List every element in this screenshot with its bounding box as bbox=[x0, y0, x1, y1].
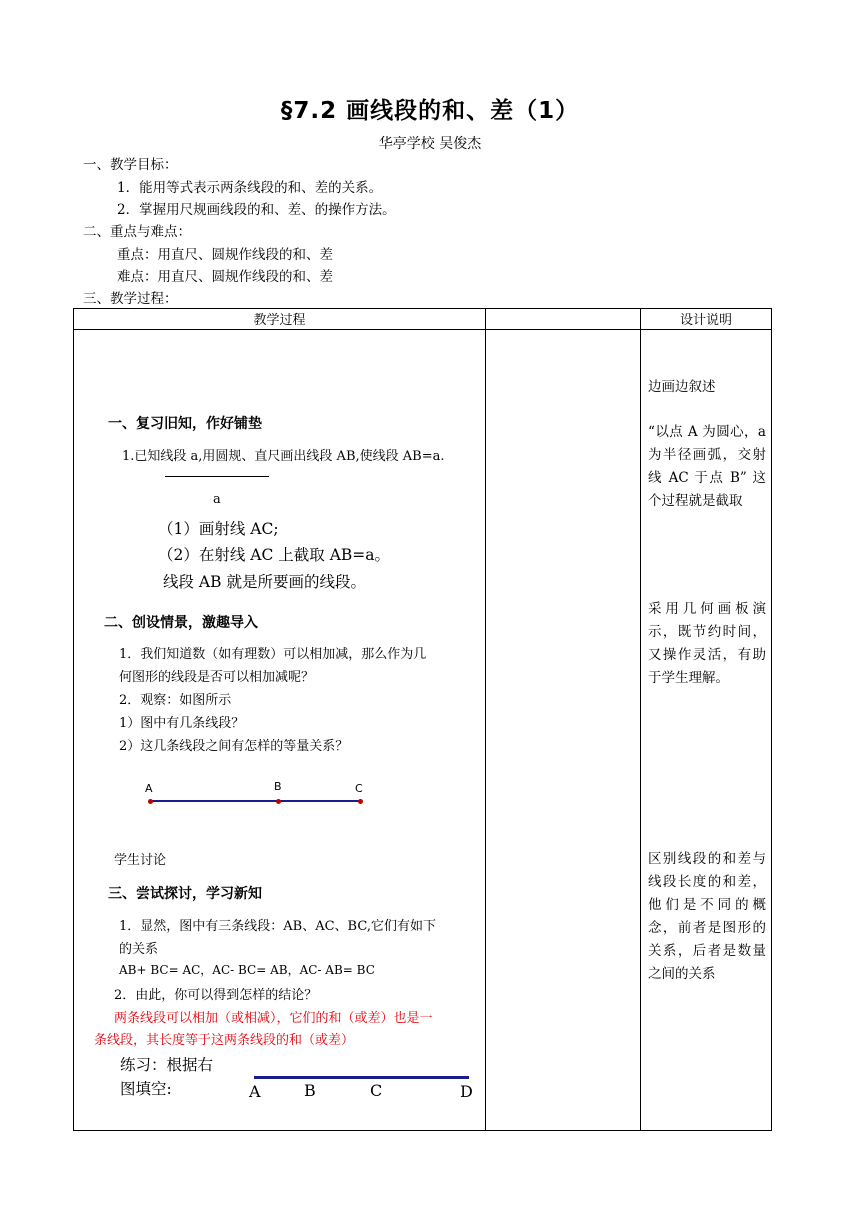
lesson-table bbox=[73, 308, 772, 1131]
segment-a-label: a bbox=[213, 492, 221, 507]
note-2: “以点 A 为圆心，a 为半径画弧，交射线 AC 于点 B” 这个过程就是截取 bbox=[648, 424, 766, 509]
step-3: 线段 AB 就是所要画的线段。 bbox=[163, 573, 366, 591]
goal-2: 2．掌握用尺规画线段的和、差、的操作方法。 bbox=[117, 202, 396, 218]
figure-1-label-c: C bbox=[355, 782, 363, 795]
section-1-question: 1.已知线段 a,用圆规、直尺画出线段 AB,使线段 AB=a. bbox=[122, 449, 445, 464]
goals-heading: 一、教学目标： bbox=[83, 157, 178, 173]
step-1: （1）画射线 AC; bbox=[158, 520, 279, 538]
notes-cell bbox=[641, 330, 772, 1131]
exercise-line-1: 练习：根据右 bbox=[120, 1056, 214, 1074]
figure-2-label-a: A bbox=[249, 1082, 261, 1101]
section-3-p2: 2．由此，你可以得到怎样的结论？ bbox=[114, 988, 318, 1003]
conclusion-line-2: 条线段，其长度等于这两条线段的和（或差） bbox=[94, 1033, 355, 1048]
col-header-process: 教学过程 bbox=[74, 309, 486, 330]
blank-cell bbox=[486, 330, 641, 1131]
process-heading: 三、教学过程： bbox=[83, 291, 178, 307]
goal-1: 1．能用等式表示两条线段的和、差的关系。 bbox=[117, 180, 383, 196]
figure-2-label-b: B bbox=[304, 1081, 316, 1100]
section-2-heading: 二、创设情景，激趣导入 bbox=[104, 615, 258, 631]
figure-1-label-a: A bbox=[145, 782, 153, 795]
col-header-notes: 设计说明 bbox=[641, 309, 772, 330]
section-1-heading: 一、复习旧知，作好铺垫 bbox=[108, 416, 262, 432]
conclusion-line-1: 两条线段可以相加（或相减），它们的和（或差）也是一 bbox=[114, 1011, 433, 1026]
section-2-p1b: 何图形的线段是否可以相加减呢？ bbox=[119, 670, 315, 685]
figure-1-label-b: B bbox=[274, 780, 282, 793]
section-3-p1c: AB+ BC= AC，AC- BC= AB，AC- AB= BC bbox=[119, 963, 375, 977]
figure-2-segment bbox=[254, 1076, 469, 1079]
exercise-line-2: 图填空: bbox=[120, 1080, 172, 1098]
note-1: 边画边叙述 bbox=[648, 379, 716, 395]
section-2-p3: 1）图中有几条线段？ bbox=[119, 716, 245, 731]
note-4: 区别线段的和差与线段长度的和差，他们是不同的概念，前者是图形的关系，后者是数量之间的关系 bbox=[648, 851, 766, 982]
process-cell bbox=[74, 330, 486, 1131]
key-heading: 二、重点与难点： bbox=[83, 224, 191, 240]
section-3-heading: 三、尝试探讨，学习新知 bbox=[108, 886, 262, 902]
figure-2-label-c: C bbox=[370, 1081, 383, 1100]
segment-a bbox=[165, 476, 269, 477]
page-title: §7.2 画线段的和、差（1） bbox=[280, 98, 580, 124]
step-2: （2）在射线 AC 上截取 AB=a。 bbox=[158, 546, 391, 564]
section-3-p1a: 1．显然，图中有三条线段：AB、AC、BC,它们有如下 bbox=[119, 919, 436, 934]
student-discussion: 学生讨论 bbox=[114, 853, 167, 868]
key-point: 重点：用直尺、圆规作线段的和、差 bbox=[117, 247, 333, 263]
figure-1-point-a bbox=[148, 799, 153, 804]
col-header-blank bbox=[486, 309, 641, 330]
hard-point: 难点：用直尺、圆规作线段的和、差 bbox=[117, 269, 333, 285]
section-2-p2: 2．观察：如图所示 bbox=[119, 693, 232, 708]
figure-2-label-d: D bbox=[460, 1082, 473, 1101]
note-3: 采用几何画板演示，既节约时间，又操作灵活，有助于学生理解。 bbox=[648, 601, 766, 686]
author-line: 华亭学校 吴俊杰 bbox=[378, 136, 482, 152]
section-3-p1b: 的关系 bbox=[119, 942, 159, 957]
figure-1-point-c bbox=[358, 799, 363, 804]
figure-1-segment bbox=[150, 800, 360, 802]
section-2-p4: 2）这几条线段之间有怎样的等量关系？ bbox=[119, 739, 349, 754]
figure-1-point-b bbox=[276, 799, 281, 804]
section-2-p1a: 1．我们知道数（如有理数）可以相加减，那么作为几 bbox=[119, 647, 427, 662]
